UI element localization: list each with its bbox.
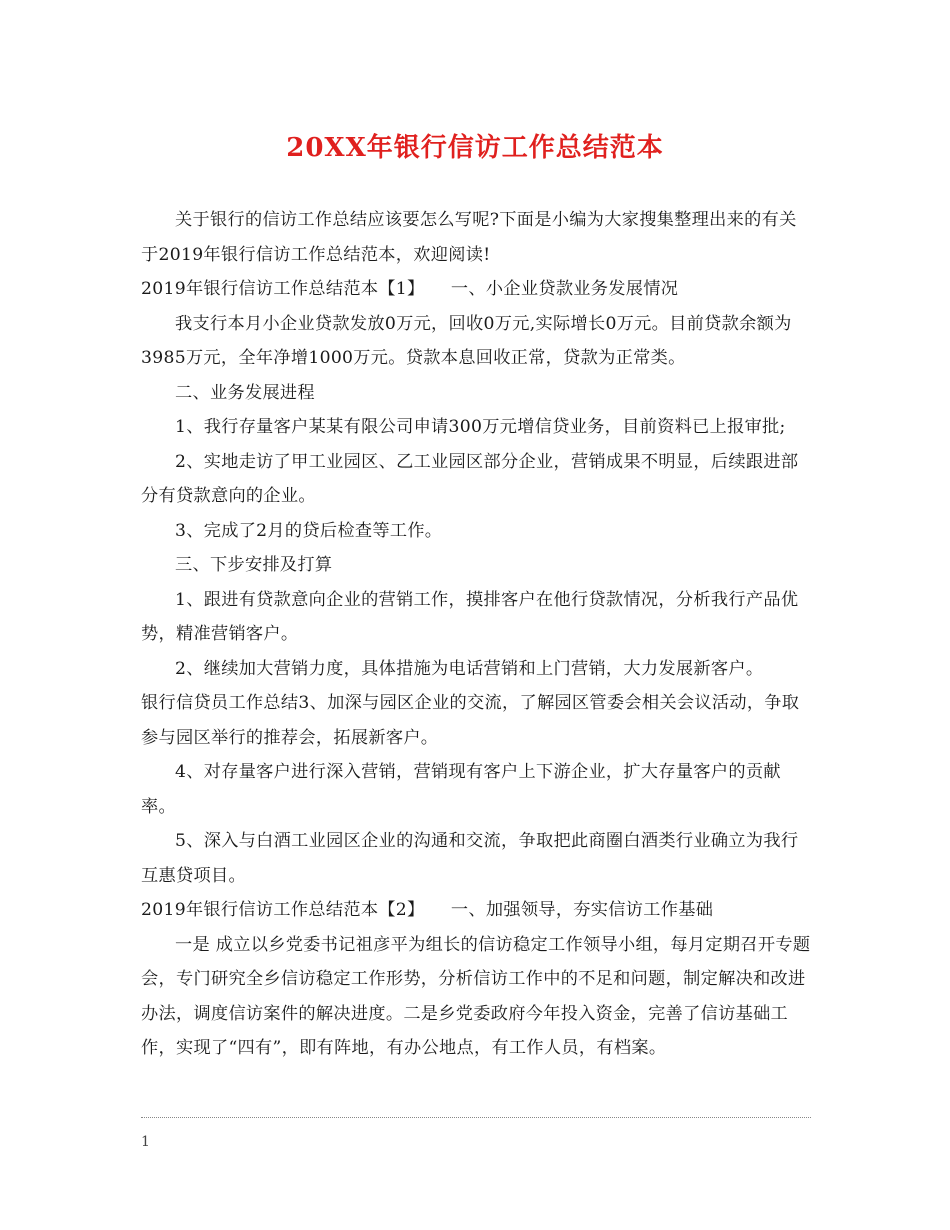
paragraph: 1、跟进有贷款意向企业的营销工作，摸排客户在他行贷款情况，分析我行产品优势，精准营销客户。 — [141, 589, 799, 644]
paragraph: 1、我行存量客户某某有限公司申请300万元增信贷业务，目前资料已上报审批; — [175, 417, 786, 437]
paragraph: 我支行本月小企业贷款发放0万元，回收0万元,实际增长0万元。目前贷款余额为3985万元，全年净增1000万元。贷款本息回收正常，贷款为正常类。 — [141, 313, 792, 368]
document-body — [141, 203, 811, 1066]
paragraph: 关于银行的信访工作总结应该要怎么写呢?下面是小编为大家搜集整理出来的有关于2019年银行信访工作总结范本，欢迎阅读! — [141, 210, 797, 265]
paragraph: 一是 成立以乡党委书记祖彦平为组长的信访稳定工作领导小组，每月定期召开专题会，专门研究全乡信访稳定工作形势，分析信访工作中的不足和问题，制定解决和改进办法，调度信访案件的解决进度。二是乡党委政府今年投入资金，完善了信访基础工作，实现了“四有”，即有阵地，有办公地点，有工作人员，有档案。 — [141, 934, 811, 1058]
paragraph: 2、实地走访了甲工业园区、乙工业园区部分企业，营销成果不明显，后续跟进部分有贷款意向的企业。 — [141, 451, 799, 506]
paragraph: 三、下步安排及打算 — [175, 555, 333, 575]
paragraph: 3、完成了2月的贷后检查等工作。 — [175, 520, 443, 541]
document-title: 20XX年银行信访工作总结范本 — [286, 133, 664, 163]
paragraph: 2、继续加大营销力度，具体措施为电话营销和上门营销，大力发展新客户。 — [175, 658, 764, 679]
paragraph: 5、深入与白酒工业园区企业的沟通和交流，争取把此商圈白酒类行业确立为我行互惠贷项目。 — [141, 831, 799, 886]
footer-divider — [141, 1117, 811, 1118]
page-number: 1 — [141, 1134, 150, 1150]
paragraph: 2019年银行信访工作总结范本【2】 一、加强领导，夯实信访工作基础 — [141, 900, 714, 920]
paragraph: 2019年银行信访工作总结范本【1】 一、小企业贷款业务发展情况 — [141, 279, 679, 299]
paragraph: 4、对存量客户进行深入营销，营销现有客户上下游企业，扩大存量客户的贡献率。 — [141, 762, 781, 817]
paragraph: 银行信贷员工作总结3、加深与园区企业的交流，了解园区管委会相关会议活动，争取参与园区举行的推荐会，拓展新客户。 — [141, 693, 800, 748]
paragraph: 二、业务发展进程 — [175, 382, 315, 403]
